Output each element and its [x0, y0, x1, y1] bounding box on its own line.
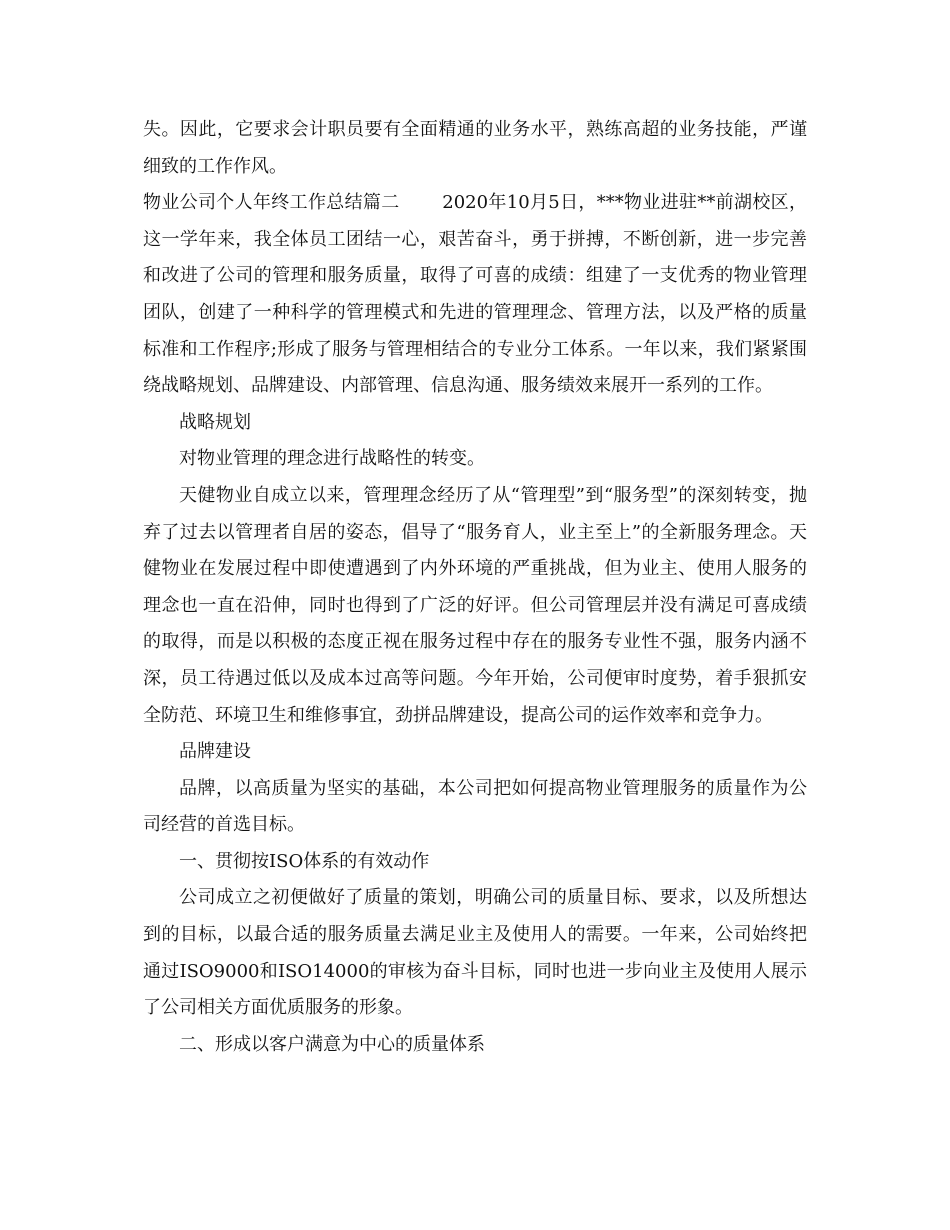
paragraph-strategy-lead: 对物业管理的理念进行战略性的转变。 — [179, 448, 485, 470]
paragraph-strategy-body: 天健物业自成立以来，管理理念经历了从“管理型”到“服务型”的深刻转变，抛弃了过去以管理者自居的姿态，倡导了“服务育人，业主至上”的全新服务理念。天健物业在发展过程中即使遭遇到了内外环境的严重挑战，但为业主、使用人服务的理念也一直在沿伸，同时也得到了广泛的好评。但公司管理层并没有满足可喜成绩的取得，而是以积极的态度正视在服务过程中存在的服务专业性不强，服务内涵不深，员工待遇过低以及成本过高等问题。今年开始，公司便审时度势，着手狠抓安全防范、环境卫生和维修事宜，劲拼品牌建设，提高公司的运作效率和竞争力。 — [143, 484, 807, 726]
section-heading-brand: 品牌建设 — [179, 741, 251, 763]
paragraph-iso-body: 公司成立之初便做好了质量的策划，明确公司的质量目标、要求，以及所想达到的目标，以最合适的服务质量去满足业主及使用人的需要。一年来，公司始终把通过ISO9000和ISO14000的审核为奋斗目标，同时也进一步向业主及使用人展示了公司相关方面优质服务的形象。 — [143, 887, 807, 1019]
paragraph-brand-lead: 品牌，以高质量为坚实的基础，本公司把如何提高物业管理服务的质量作为公司经营的首选目标。 — [143, 777, 807, 836]
subheading-iso: 一、贯彻按ISO体系的有效动作 — [179, 850, 430, 872]
subheading-quality-system: 二、形成以客户满意为中心的质量体系 — [179, 1033, 485, 1055]
document-body — [143, 112, 807, 1063]
paragraph-article-heading: 物业公司个人年终工作总结篇二 2020年10月5日，***物业进驻**前湖校区，这一学年来，我全体员工团结一心，艰苦奋斗，勇于拼搏，不断创新，进一步完善和改进了公司的管理和服务质量，取得了可喜的成绩：组建了一支优秀的物业管理团队，创建了一种科学的管理模式和先进的管理理念、管理方法，以及严格的质量标准和工作程序;形成了服务与管理相结合的专业分工体系。一年以来，我们紧紧围绕战略规划、品牌建设、内部管理、信息沟通、服务绩效来展开一系列的工作。 — [143, 192, 807, 397]
section-heading-strategy: 战略规划 — [179, 411, 251, 433]
paragraph-continuation: 失。因此，它要求会计职员要有全面精通的业务水平，熟练高超的业务技能，严谨细致的工作作风。 — [143, 119, 807, 177]
